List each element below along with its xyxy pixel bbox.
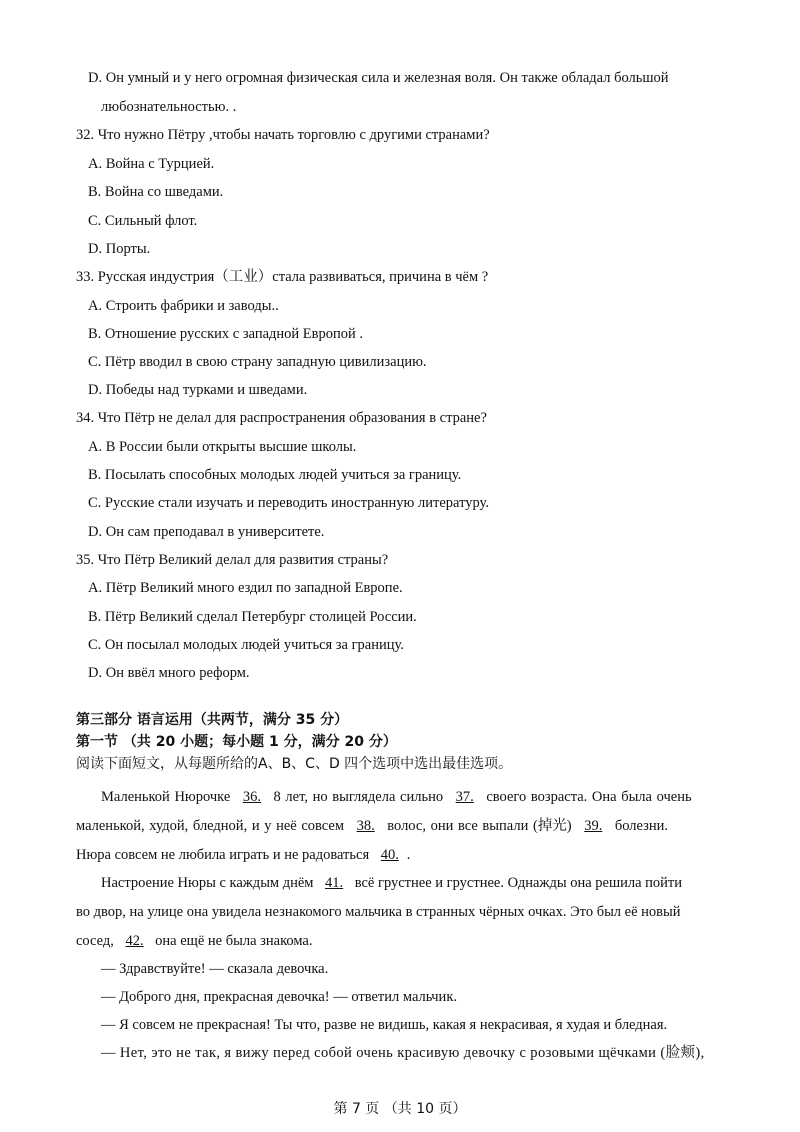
- passage-text: маленькой, худой, бледной, и у неё совсем: [76, 818, 345, 834]
- q33-option-a: A. Строить фабрики и заводы..: [88, 298, 279, 314]
- q34-option-b: B. Посылать способных молодых людей учиться за границу.: [88, 467, 462, 483]
- blank-41: 41.: [325, 875, 344, 891]
- question-34: 34. Что Пётр не делал для распространения образования в стране?: [76, 410, 487, 426]
- section-subtitle-text: 第一节 （共 20 小题；每小题 1 分，满分 20 分）: [76, 734, 397, 750]
- q33-option-b: B. Отношение русских с западной Европой .: [88, 326, 364, 342]
- dialogue-line-1: — Здравствуйте! — сказала девочка.: [101, 961, 329, 977]
- q32-option-a: A. Война с Турцией.: [88, 156, 215, 172]
- passage-text: всё грустнее и грустнее. Однажды она решила пойти: [354, 875, 683, 891]
- blank-40: 40.: [380, 847, 399, 863]
- q32-option-d: D. Порты.: [88, 241, 151, 257]
- dialogue-line-3: — Я совсем не прекрасная! Ты что, разве не видишь, какая я некрасивая, я худая и бледная.: [101, 1017, 668, 1033]
- section-instruction: 阅读下面短文，从每题所给的A、B、C、D 四个选项中选出最佳选项。: [76, 756, 513, 772]
- q31-option-d-line1: D. Он умный и у него огромная физическая сила и железная воля. Он также обладал большой: [88, 70, 669, 86]
- q33-option-c: C. Пётр вводил в свою страну западную цивилизацию.: [88, 354, 427, 370]
- passage-text: болезни.: [614, 818, 669, 834]
- section-title: 第三部分 语言运用（共两节，满分 35 分）: [76, 712, 349, 728]
- q35-option-d: D. Он ввёл много реформ.: [88, 665, 250, 681]
- dialogue-line-4: — Нет, это не так, я вижу перед собой очень красивую девочку с розовыми щёчками (脸颊),: [101, 1045, 705, 1061]
- q34-option-d: D. Он сам преподавал в университете.: [88, 524, 325, 540]
- blank-37: 37.: [455, 789, 474, 805]
- question-32: 32. Что нужно Пётру ,чтобы начать торговлю с другими странами?: [76, 127, 490, 143]
- question-33: 33. Русская индустрия（工业）стала развиваться, причина в чём ?: [76, 269, 489, 285]
- blank-36: 36.: [242, 789, 261, 805]
- q32-option-b: B. Война со шведами.: [88, 184, 224, 200]
- q35-option-c: C. Он посылал молодых людей учиться за границу.: [88, 637, 404, 653]
- page-footer: 第 7 页 （共 10 页）: [333, 1101, 467, 1117]
- passage-p2-line2: во двор, на улице она увидела незнакомого мальчика в странных чёрных очках. Это был её новый: [76, 904, 681, 920]
- blank-42: 42.: [125, 933, 144, 949]
- q33-option-d: D. Победы над турками и шведами.: [88, 382, 308, 398]
- blank-39: 39.: [584, 818, 603, 834]
- passage-p1-line2: [76, 817, 668, 835]
- passage-text: Нюра совсем не любила играть и не радоваться: [76, 847, 370, 863]
- q34-option-c: C. Русские стали изучать и переводить иностранную литературу.: [88, 495, 489, 511]
- q35-option-a: A. Пётр Великий много ездил по западной Европе.: [88, 580, 403, 596]
- passage-p2-line3: [76, 932, 312, 950]
- q31-option-d-line2: любознательностью. .: [101, 99, 237, 115]
- passage-text: 8 лет, но выглядела сильно: [273, 789, 444, 805]
- passage-p2-line1: [101, 874, 682, 892]
- passage-p1-line3: [76, 846, 410, 864]
- passage-text: Настроение Нюры с каждым днём: [101, 875, 314, 891]
- passage-p1-line1: [101, 788, 692, 806]
- passage-text: волос, они все выпали (掉光): [387, 818, 572, 834]
- passage-text: своего возраста. Она была очень: [486, 789, 692, 805]
- q32-option-c: C. Сильный флот.: [88, 213, 198, 229]
- dialogue-line-2: — Доброго дня, прекрасная девочка! — ответил мальчик.: [101, 989, 457, 1005]
- section-subtitle: [76, 733, 397, 751]
- q35-option-b: B. Пётр Великий сделал Петербург столицей России.: [88, 609, 417, 625]
- passage-text: .: [406, 847, 411, 863]
- passage-text: она ещё не была знакома.: [155, 933, 313, 949]
- question-35: 35. Что Пётр Великий делал для развития страны?: [76, 552, 389, 568]
- passage-text: Маленькой Нюрочке: [101, 789, 231, 805]
- passage-text: сосед,: [76, 933, 114, 949]
- q34-option-a: A. В России были открыты высшие школы.: [88, 439, 357, 455]
- blank-38: 38.: [356, 818, 375, 834]
